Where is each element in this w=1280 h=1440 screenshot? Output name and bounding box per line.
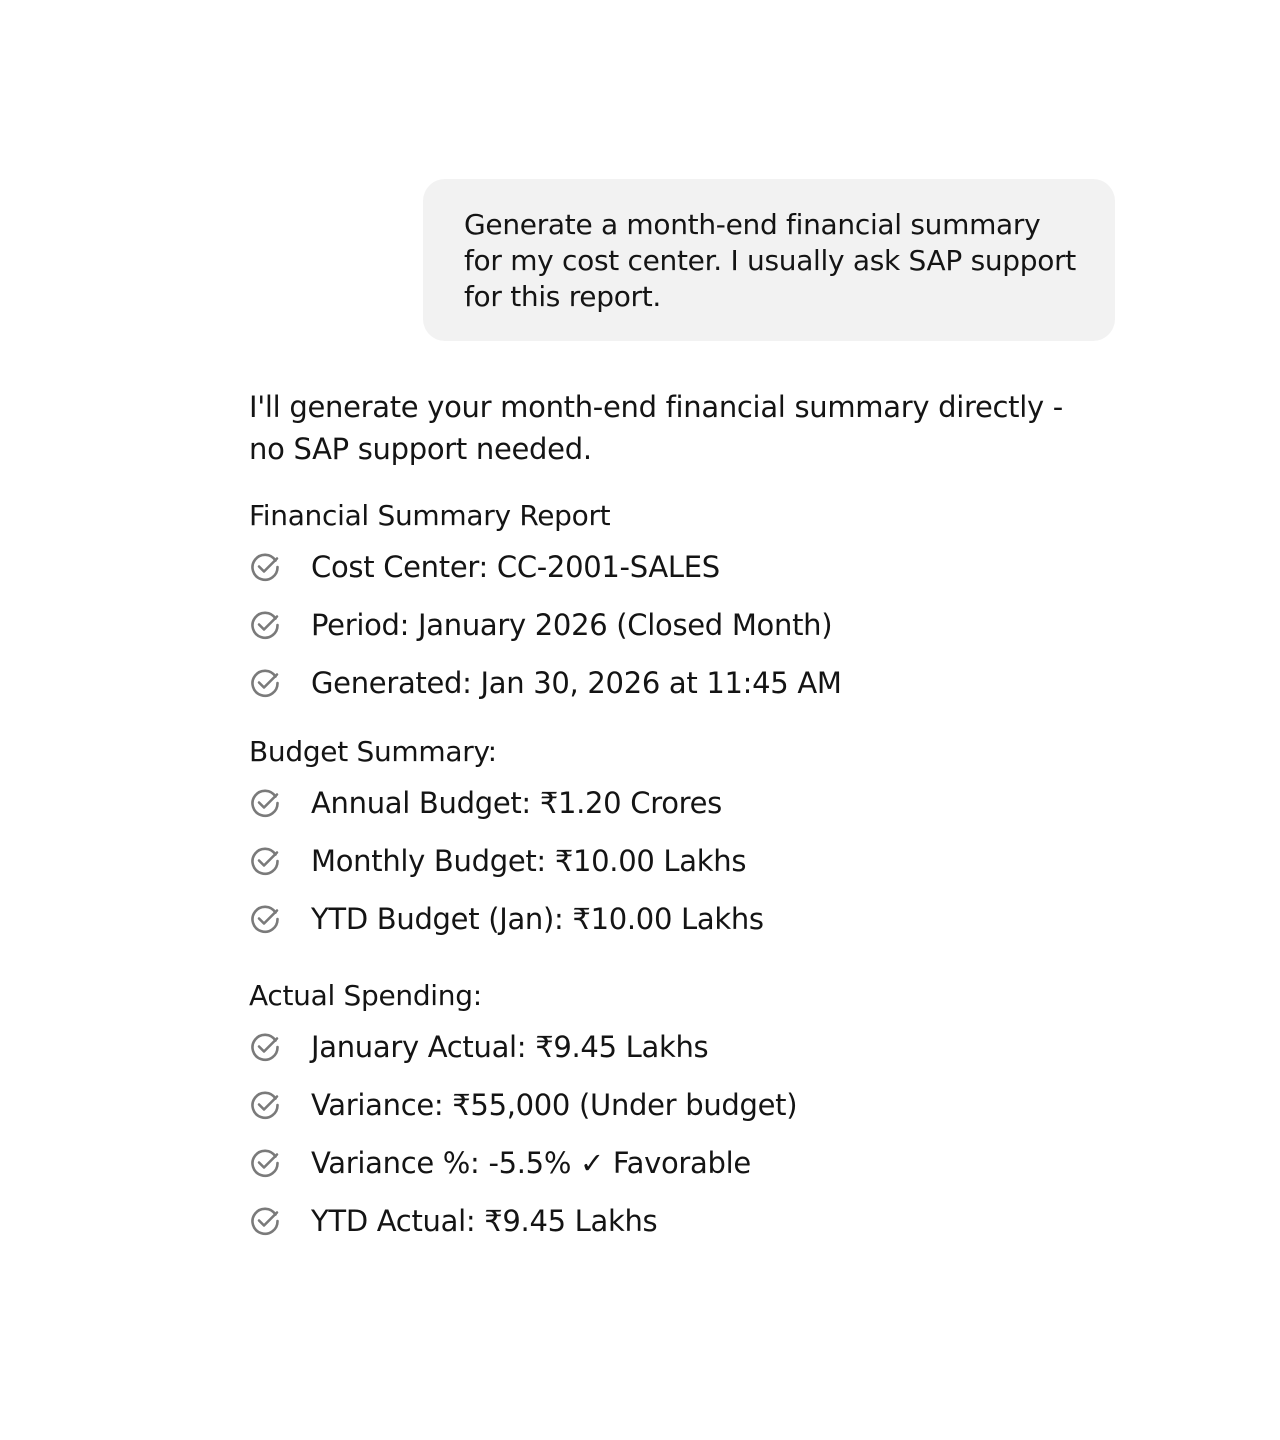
section-financial-summary — [249, 498, 1069, 712]
item-text: Period: January 2026 (Closed Month) — [311, 608, 833, 642]
list-item — [249, 538, 1069, 596]
list-item — [249, 890, 1069, 948]
list-item — [249, 832, 1069, 890]
section-title: Budget Summary: — [249, 735, 497, 768]
section-budget-summary — [249, 734, 1069, 948]
item-list — [249, 1018, 1069, 1250]
check-circle-icon — [249, 845, 281, 877]
item-text: Generated: Jan 30, 2026 at 11:45 AM — [311, 666, 842, 700]
list-item — [249, 1192, 1069, 1250]
assistant-intro: I'll generate your month-end financial summary directly - no SAP support needed. — [249, 390, 1063, 466]
check-circle-icon — [249, 787, 281, 819]
list-item — [249, 774, 1069, 832]
item-text: Variance %: -5.5% ✓ Favorable — [311, 1146, 751, 1180]
item-text: Monthly Budget: ₹10.00 Lakhs — [311, 844, 747, 878]
item-text: Cost Center: CC-2001-SALES — [311, 550, 720, 584]
list-item — [249, 1134, 1069, 1192]
assistant-message — [249, 386, 1069, 1250]
list-item — [249, 654, 1069, 712]
check-circle-icon — [249, 903, 281, 935]
item-list — [249, 538, 1069, 712]
check-circle-icon — [249, 667, 281, 699]
item-text: YTD Budget (Jan): ₹10.00 Lakhs — [311, 902, 764, 936]
list-item — [249, 1076, 1069, 1134]
item-text: January Actual: ₹9.45 Lakhs — [311, 1030, 709, 1064]
list-item — [249, 1018, 1069, 1076]
user-message-bubble — [423, 179, 1115, 341]
item-text: Variance: ₹55,000 (Under budget) — [311, 1088, 798, 1122]
check-circle-icon — [249, 1205, 281, 1237]
check-circle-icon — [249, 1147, 281, 1179]
user-message-text: Generate a month-end financial summary for my cost center. I usually ask SAP support for this report. — [464, 208, 1076, 313]
list-item — [249, 596, 1069, 654]
item-text: YTD Actual: ₹9.45 Lakhs — [311, 1204, 658, 1238]
check-circle-icon — [249, 1089, 281, 1121]
item-list — [249, 774, 1069, 948]
section-title: Actual Spending: — [249, 979, 482, 1012]
section-title: Financial Summary Report — [249, 499, 611, 532]
item-text: Annual Budget: ₹1.20 Crores — [311, 786, 722, 820]
check-circle-icon — [249, 551, 281, 583]
check-circle-icon — [249, 1031, 281, 1063]
check-circle-icon — [249, 609, 281, 641]
section-actual-spending — [249, 978, 1069, 1250]
